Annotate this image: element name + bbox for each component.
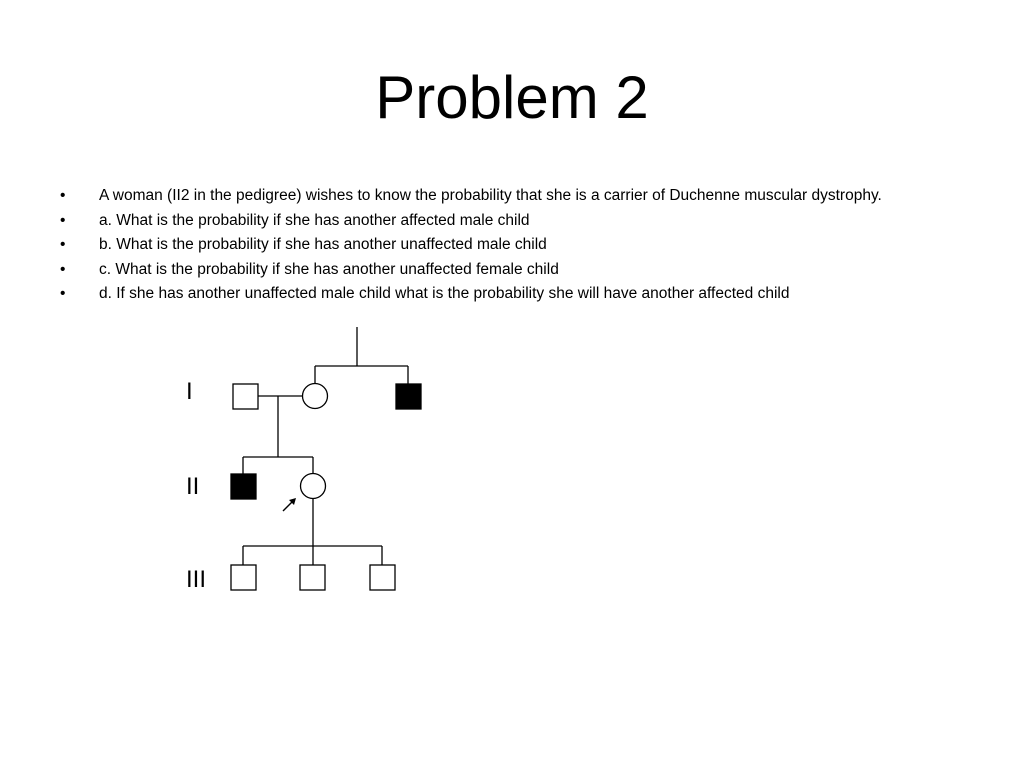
bullet-text: a. What is the probability if she has another affected male child <box>99 211 530 229</box>
individual-iii3-unaffected-male <box>370 565 395 590</box>
slide-title: Problem 2 <box>375 64 649 131</box>
individual-ii1-affected-male <box>231 474 256 499</box>
bullet-text: A woman (II2 in the pedigree) wishes to know the probability that she is a carrier of Duchenne muscular dystrophy. <box>99 187 882 204</box>
bullet-dot: • <box>60 236 66 254</box>
individual-ii2-unaffected-female <box>301 474 326 499</box>
proband-arrow-icon <box>283 498 296 511</box>
bullet-text: c. What is the probability if she has another unaffected female child <box>99 260 559 278</box>
bullet-dot: • <box>60 285 66 303</box>
individual-iii2-unaffected-male <box>300 565 325 590</box>
bullet-dot: • <box>60 187 66 204</box>
bullet-text: d. If she has another unaffected male child what is the probability she will have another affected child <box>99 285 790 303</box>
individual-i1-unaffected-male <box>233 384 258 409</box>
bullet-dot: • <box>60 260 66 278</box>
generation-label-iii: III <box>186 566 207 593</box>
individual-iii1-unaffected-male <box>231 565 256 590</box>
bullet-text: b. What is the probability if she has another unaffected male child <box>99 236 547 254</box>
bullet-dot: • <box>60 211 66 229</box>
individual-i3-affected-male <box>396 384 421 409</box>
individual-i2-unaffected-female <box>303 384 328 409</box>
generation-label-i: I <box>186 378 193 405</box>
generation-label-ii: II <box>186 473 200 500</box>
